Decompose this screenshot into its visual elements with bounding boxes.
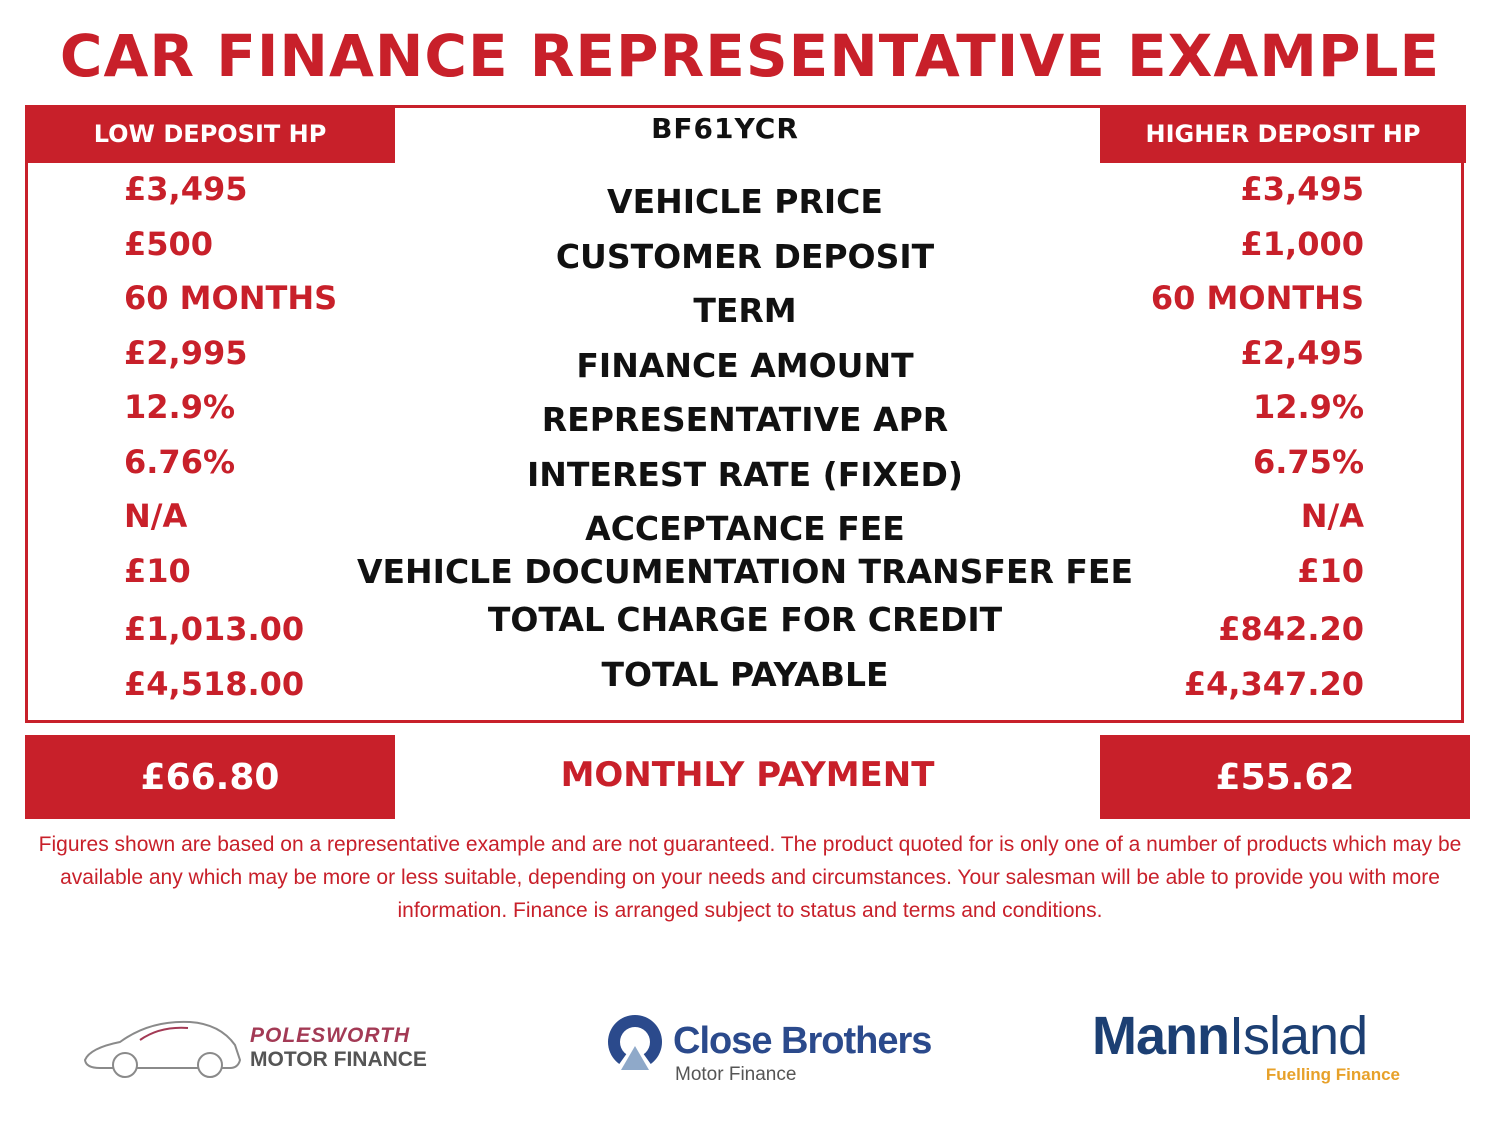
- polesworth-logo: [80, 1010, 440, 1090]
- low-deposit-value: £10: [124, 551, 191, 590]
- higher-deposit-monthly-payment: £55.62: [1100, 735, 1470, 819]
- low-deposit-monthly-payment: £66.80: [25, 735, 395, 819]
- mann-island-logo: [1090, 1005, 1420, 1095]
- low-deposit-value: 12.9%: [124, 388, 236, 426]
- higher-deposit-value: 6.75%: [1252, 442, 1364, 481]
- close-brothers-subtitle: Motor Finance: [675, 1064, 797, 1085]
- higher-deposit-value: £1,000: [1240, 224, 1364, 263]
- table-row: [28, 497, 1462, 552]
- low-deposit-value: 6.76%: [124, 442, 236, 481]
- row-label: ACCEPTANCE FEE: [585, 509, 905, 548]
- finance-rows: [28, 170, 1462, 715]
- mann-island-tagline: Fuelling Finance: [1265, 1065, 1400, 1084]
- row-label: CUSTOMER DEPOSIT: [555, 236, 935, 276]
- table-row: [28, 552, 1462, 607]
- row-label: VEHICLE PRICE: [607, 182, 883, 221]
- table-row: [28, 170, 1462, 225]
- low-deposit-value: £3,495: [124, 170, 248, 208]
- close-brothers-logo: [605, 1012, 945, 1092]
- row-label: TERM: [693, 291, 797, 330]
- car-outline-icon: [80, 1010, 245, 1080]
- vehicle-registration: BF61YCR: [651, 112, 799, 145]
- low-deposit-header: LOW DEPOSIT HP: [25, 105, 395, 163]
- low-deposit-value: £500: [124, 224, 214, 263]
- higher-deposit-value: £842.20: [1218, 610, 1364, 648]
- table-row: [28, 279, 1462, 334]
- higher-deposit-value: 60 MONTHS: [1150, 279, 1364, 317]
- mann-island-name-part2: Island: [1229, 1006, 1368, 1066]
- low-deposit-value: £1,013.00: [124, 610, 305, 648]
- higher-deposit-value: N/A: [1300, 497, 1364, 535]
- table-row: [28, 600, 1462, 661]
- page-title: CAR FINANCE REPRESENTATIVE EXAMPLE: [59, 22, 1441, 90]
- close-brothers-emblem-icon: [605, 1012, 665, 1072]
- higher-deposit-value: £2,495: [1240, 333, 1364, 372]
- higher-deposit-value: £10: [1297, 551, 1364, 590]
- disclaimer-text: Figures shown are based on a representative example and are not guaranteed. The product quoted for is only one of a number of products which may be available any which may be more or less suitable, depending on your needs and circumstances. Your salesman will be able to provide you with more information. Finance is arranged subject to status and terms and conditions.: [38, 833, 1462, 922]
- higher-deposit-value: 12.9%: [1252, 388, 1364, 426]
- row-label: VEHICLE DOCUMENTATION TRANSFER FEE: [356, 551, 1134, 591]
- monthly-payment-label: MONTHLY PAYMENT: [560, 755, 935, 795]
- table-row: [28, 225, 1462, 280]
- polesworth-name: POLESWORTH: [250, 1024, 411, 1047]
- mann-island-name: [1092, 1005, 1367, 1067]
- table-row: [28, 654, 1462, 716]
- table-row: [28, 443, 1462, 498]
- row-label: FINANCE AMOUNT: [576, 345, 914, 385]
- polesworth-subtitle: MOTOR FINANCE: [250, 1048, 427, 1071]
- row-label: REPRESENTATIVE APR: [541, 400, 949, 439]
- row-label: INTEREST RATE (FIXED): [527, 454, 963, 494]
- higher-deposit-value: £4,347.20: [1183, 664, 1364, 703]
- table-row: [28, 334, 1462, 389]
- low-deposit-value: £4,518.00: [124, 664, 305, 703]
- higher-deposit-header: HIGHER DEPOSIT HP: [1100, 105, 1466, 163]
- table-row: [28, 388, 1462, 443]
- low-deposit-value: £2,995: [124, 333, 248, 372]
- mann-island-name-part1: Mann: [1092, 1006, 1229, 1066]
- row-label: TOTAL CHARGE FOR CREDIT: [487, 600, 1003, 639]
- close-brothers-name: Close Brothers: [673, 1020, 932, 1062]
- row-label: TOTAL PAYABLE: [601, 654, 889, 694]
- higher-deposit-value: £3,495: [1240, 170, 1364, 208]
- low-deposit-value: N/A: [124, 497, 188, 535]
- low-deposit-value: 60 MONTHS: [124, 279, 338, 317]
